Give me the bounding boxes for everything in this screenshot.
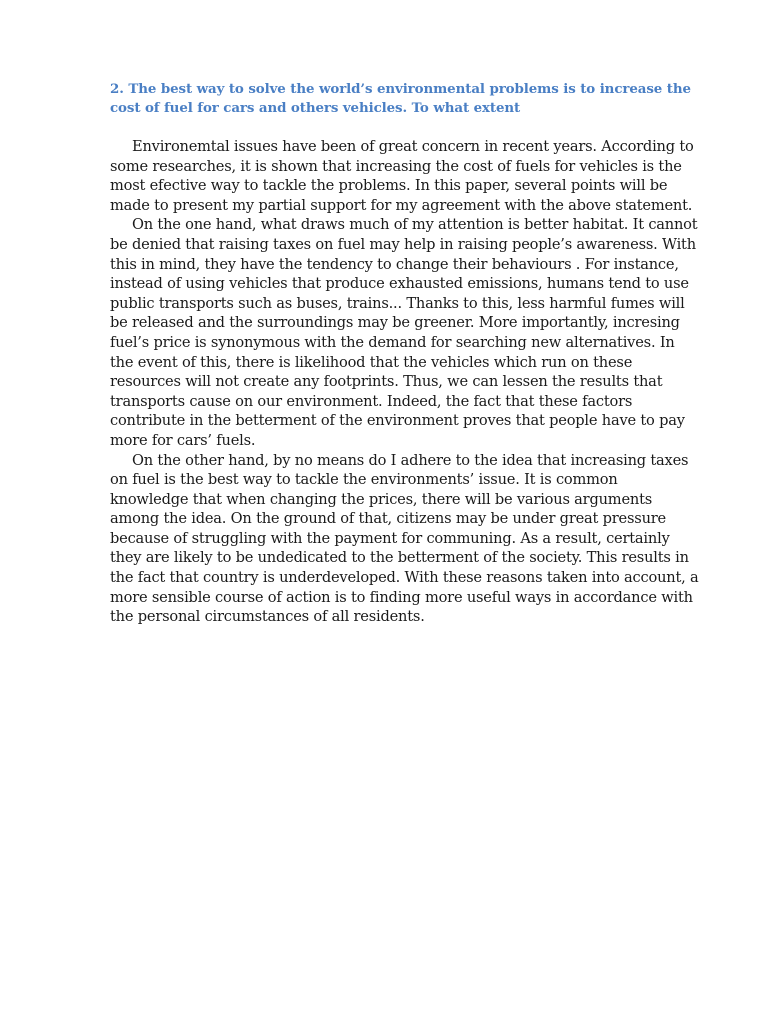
essay-paragraph-supporting: On the one hand, what draws much of my attention is better habitat. It cannot be denied that raising taxes on fuel may help in raising people’s awareness. With this in mind, they have the tendency to change their behaviours . For instance, instead of using vehicles that produce exhausted emissions, humans tend to use public transports such as buses, trains... Thanks to this, less harmful fumes will be released and the surroundings may be greener. More importantly, incresing fuel’s price is synonymous with the demand for searching new alternatives. In the event of this, there is likelihood that the vehicles which run on these resources will not create any footprints. Thus, we can lessen the results that transports cause on our environment. Indeed, the fact that these factors contribute in the betterment of the environment proves that people have to pay more for cars’ fuels. bbox=[110, 216, 698, 449]
essay-paragraph-introduction: Environemtal issues have been of great concern in recent years. According to some researches, it is shown that increasing the cost of fuels for vehicles is the most efective way to tackle the problems. In this paper, several points will be made to present my partial support for my agreement with the above statement. bbox=[110, 138, 694, 214]
essay-body bbox=[110, 137, 700, 627]
essay-question-heading: 2. The best way to solve the world’s environmental problems is to increase the cost of fuel for cars and others vehicles. To what extent bbox=[110, 81, 691, 116]
essay-paragraph-opposing: On the other hand, by no means do I adhere to the idea that increasing taxes on fuel is the best way to tackle the environments’ issue. It is common knowledge that when changing the prices, there will be various arguments among the idea. On the ground of that, citizens may be under great pressure because of struggling with the payment for communing. As a result, certainly they are likely to be undedicated to the betterment of the society. This results in the fact that country is underdeveloped. With these reasons taken into account, a more sensible course of action is to finding more useful ways in accordance with the personal circumstances of all residents. bbox=[110, 451, 699, 626]
document-content bbox=[110, 80, 700, 627]
